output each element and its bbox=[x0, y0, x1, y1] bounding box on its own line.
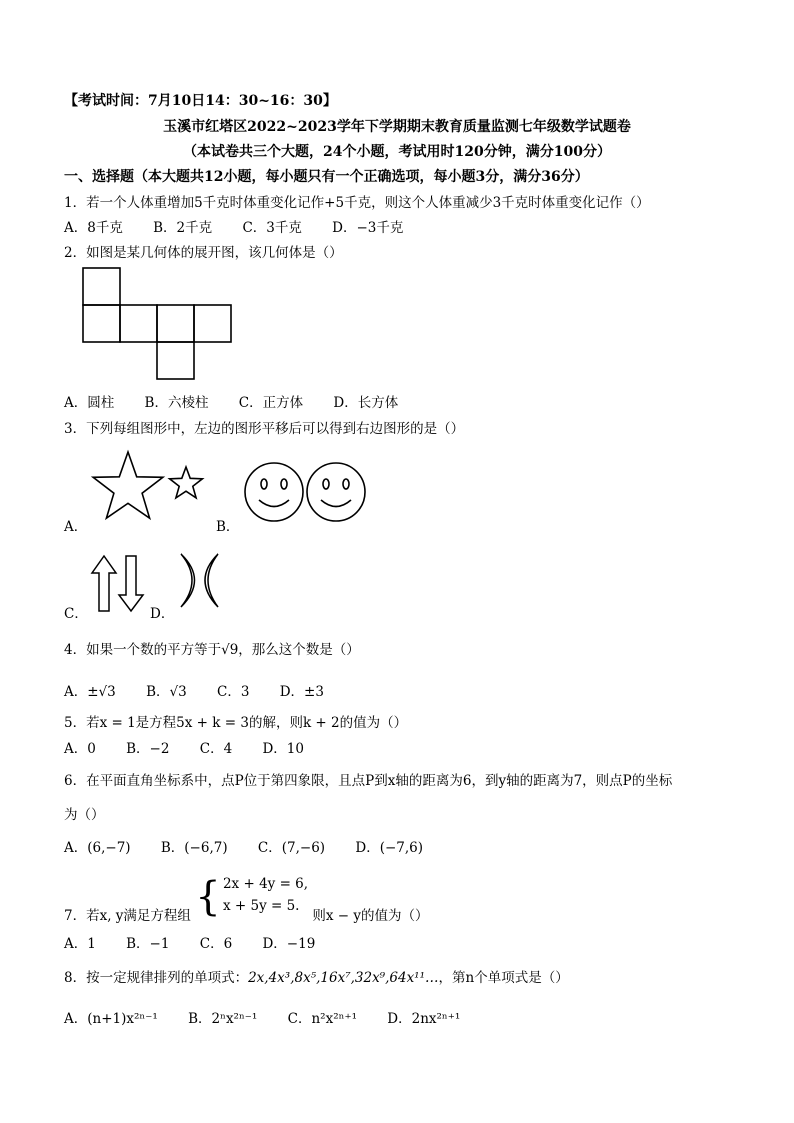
option-a[interactable]: A．(6,−7) bbox=[64, 840, 131, 856]
small-star-icon bbox=[170, 467, 203, 498]
option-b[interactable]: B．−2 bbox=[126, 741, 170, 757]
option-d[interactable]: D．±3 bbox=[279, 684, 324, 700]
section-heading: 一、选择题（本大题共12小题，每小题只有一个正确选项，每小题3分，满分36分） bbox=[64, 169, 589, 185]
arrows-figure bbox=[90, 555, 150, 613]
option-a[interactable]: A．8千克 bbox=[64, 220, 123, 236]
question-6-stem: 6．在平面直角坐标系中，点P位于第四象限，且点P到x轴的距离为6，到y轴的距离为7，则点P的坐标 bbox=[64, 773, 673, 789]
option-b[interactable]: B．(−6,7) bbox=[160, 840, 228, 856]
question-5-stem: 5．若x = 1是方程5x + k = 3的解，则k + 2的值为（） bbox=[64, 715, 408, 731]
question-5-options bbox=[64, 737, 330, 757]
net-square bbox=[120, 305, 157, 342]
exam-time: 【考试时间：7月10日14：30~16：30】 bbox=[64, 93, 337, 109]
question-4-options bbox=[64, 680, 350, 700]
net-square bbox=[83, 305, 120, 342]
question-7-stem bbox=[64, 873, 429, 924]
net-square bbox=[157, 342, 194, 379]
page-title: 玉溪市红塔区2022~2023学年下学期期末教育质量监测七年级数学试题卷 bbox=[163, 119, 631, 135]
question-1-stem: 1．若一个人体重增加5千克时体重变化记作+5千克，则这个人体重减少3千克时体重变化记作（） bbox=[64, 195, 650, 211]
question-7-stem-suffix: 则x − y的值为（） bbox=[312, 908, 429, 924]
crescents-figure bbox=[178, 552, 248, 610]
question-2-options bbox=[64, 391, 424, 411]
option-b[interactable]: B．2千克 bbox=[153, 220, 213, 236]
option-a[interactable]: A．(n+1)x²ⁿ⁻¹ bbox=[64, 1011, 158, 1027]
option-c[interactable]: C．正方体 bbox=[238, 395, 304, 411]
question-1-options bbox=[64, 216, 429, 236]
option-a[interactable]: A．±√3 bbox=[64, 684, 116, 700]
option-d[interactable]: D．10 bbox=[262, 741, 304, 757]
equation-system bbox=[223, 873, 308, 917]
question-8-stem-suffix: ，第n个单项式是（） bbox=[438, 970, 569, 986]
net-diagram bbox=[80, 266, 235, 381]
up-arrow-icon bbox=[92, 556, 116, 611]
question-7-stem-prefix: 7．若x, y满足方程组 bbox=[64, 908, 191, 924]
equation-2: x + 5y = 5. bbox=[222, 898, 300, 914]
net-square bbox=[83, 268, 120, 305]
option-a[interactable]: A．圆柱 bbox=[64, 395, 115, 411]
option-d[interactable]: D．长方体 bbox=[333, 395, 399, 411]
option-c[interactable]: C．n²x²ⁿ⁺¹ bbox=[287, 1011, 357, 1027]
option-d[interactable]: D．(−7,6) bbox=[355, 840, 424, 856]
down-arrow-icon bbox=[119, 556, 143, 611]
crescent-icon bbox=[181, 554, 195, 607]
monomial-sequence: 2x,4x³,8x⁵,16x⁷,32x⁹,64x¹¹… bbox=[248, 970, 439, 986]
option-a[interactable]: A．0 bbox=[64, 741, 96, 757]
net-square bbox=[194, 305, 231, 342]
question-7-options bbox=[64, 932, 341, 952]
option-c[interactable]: C．(7,−6) bbox=[257, 840, 326, 856]
option-b[interactable]: B．−1 bbox=[126, 936, 170, 952]
equation-brace: { bbox=[195, 874, 221, 920]
smiley-faces-figure bbox=[244, 460, 369, 525]
stars-figure bbox=[92, 450, 212, 525]
smiley-face-icon bbox=[245, 463, 303, 521]
crescent-icon bbox=[205, 554, 218, 607]
question-8-stem bbox=[64, 966, 569, 986]
option-c[interactable]: C． bbox=[64, 606, 88, 622]
option-c[interactable]: C．6 bbox=[199, 936, 233, 952]
large-star-icon bbox=[93, 452, 163, 518]
option-d[interactable]: D．−3千克 bbox=[332, 220, 404, 236]
option-d[interactable]: D． bbox=[150, 606, 175, 622]
option-a[interactable]: A． bbox=[64, 519, 88, 535]
option-b[interactable]: B．√3 bbox=[146, 684, 187, 700]
option-c[interactable]: C．3 bbox=[216, 684, 250, 700]
equation-1: 2x + 4y = 6, bbox=[222, 876, 309, 892]
smiley-face-icon bbox=[307, 463, 365, 521]
option-b[interactable]: B．六棱柱 bbox=[144, 395, 209, 411]
question-4-stem: 4．如果一个数的平方等于√9，那么这个数是（） bbox=[64, 642, 360, 658]
option-d[interactable]: D．2nx²ⁿ⁺¹ bbox=[387, 1011, 461, 1027]
question-6-stem-continued: 为（） bbox=[64, 807, 105, 823]
question-2-stem: 2．如图是某几何体的展开图，该几何体是（） bbox=[64, 245, 343, 261]
option-b[interactable]: B．2ⁿx²ⁿ⁻¹ bbox=[188, 1011, 258, 1027]
question-8-stem-prefix: 8．按一定规律排列的单项式： bbox=[64, 970, 249, 986]
net-square bbox=[157, 305, 194, 342]
option-c[interactable]: C．3千克 bbox=[242, 220, 302, 236]
option-d[interactable]: D．−19 bbox=[262, 936, 316, 952]
question-6-options bbox=[64, 836, 449, 856]
option-c[interactable]: C．4 bbox=[199, 741, 233, 757]
page-subtitle: （本试卷共三个大题，24个小题，考试用时120分钟，满分100分） bbox=[183, 144, 611, 160]
option-a[interactable]: A．1 bbox=[64, 936, 96, 952]
question-8-options bbox=[64, 1007, 486, 1027]
question-3-stem: 3．下列每组图形中，左边的图形平移后可以得到右边图形的是（） bbox=[64, 421, 465, 437]
option-b[interactable]: B． bbox=[216, 519, 240, 535]
